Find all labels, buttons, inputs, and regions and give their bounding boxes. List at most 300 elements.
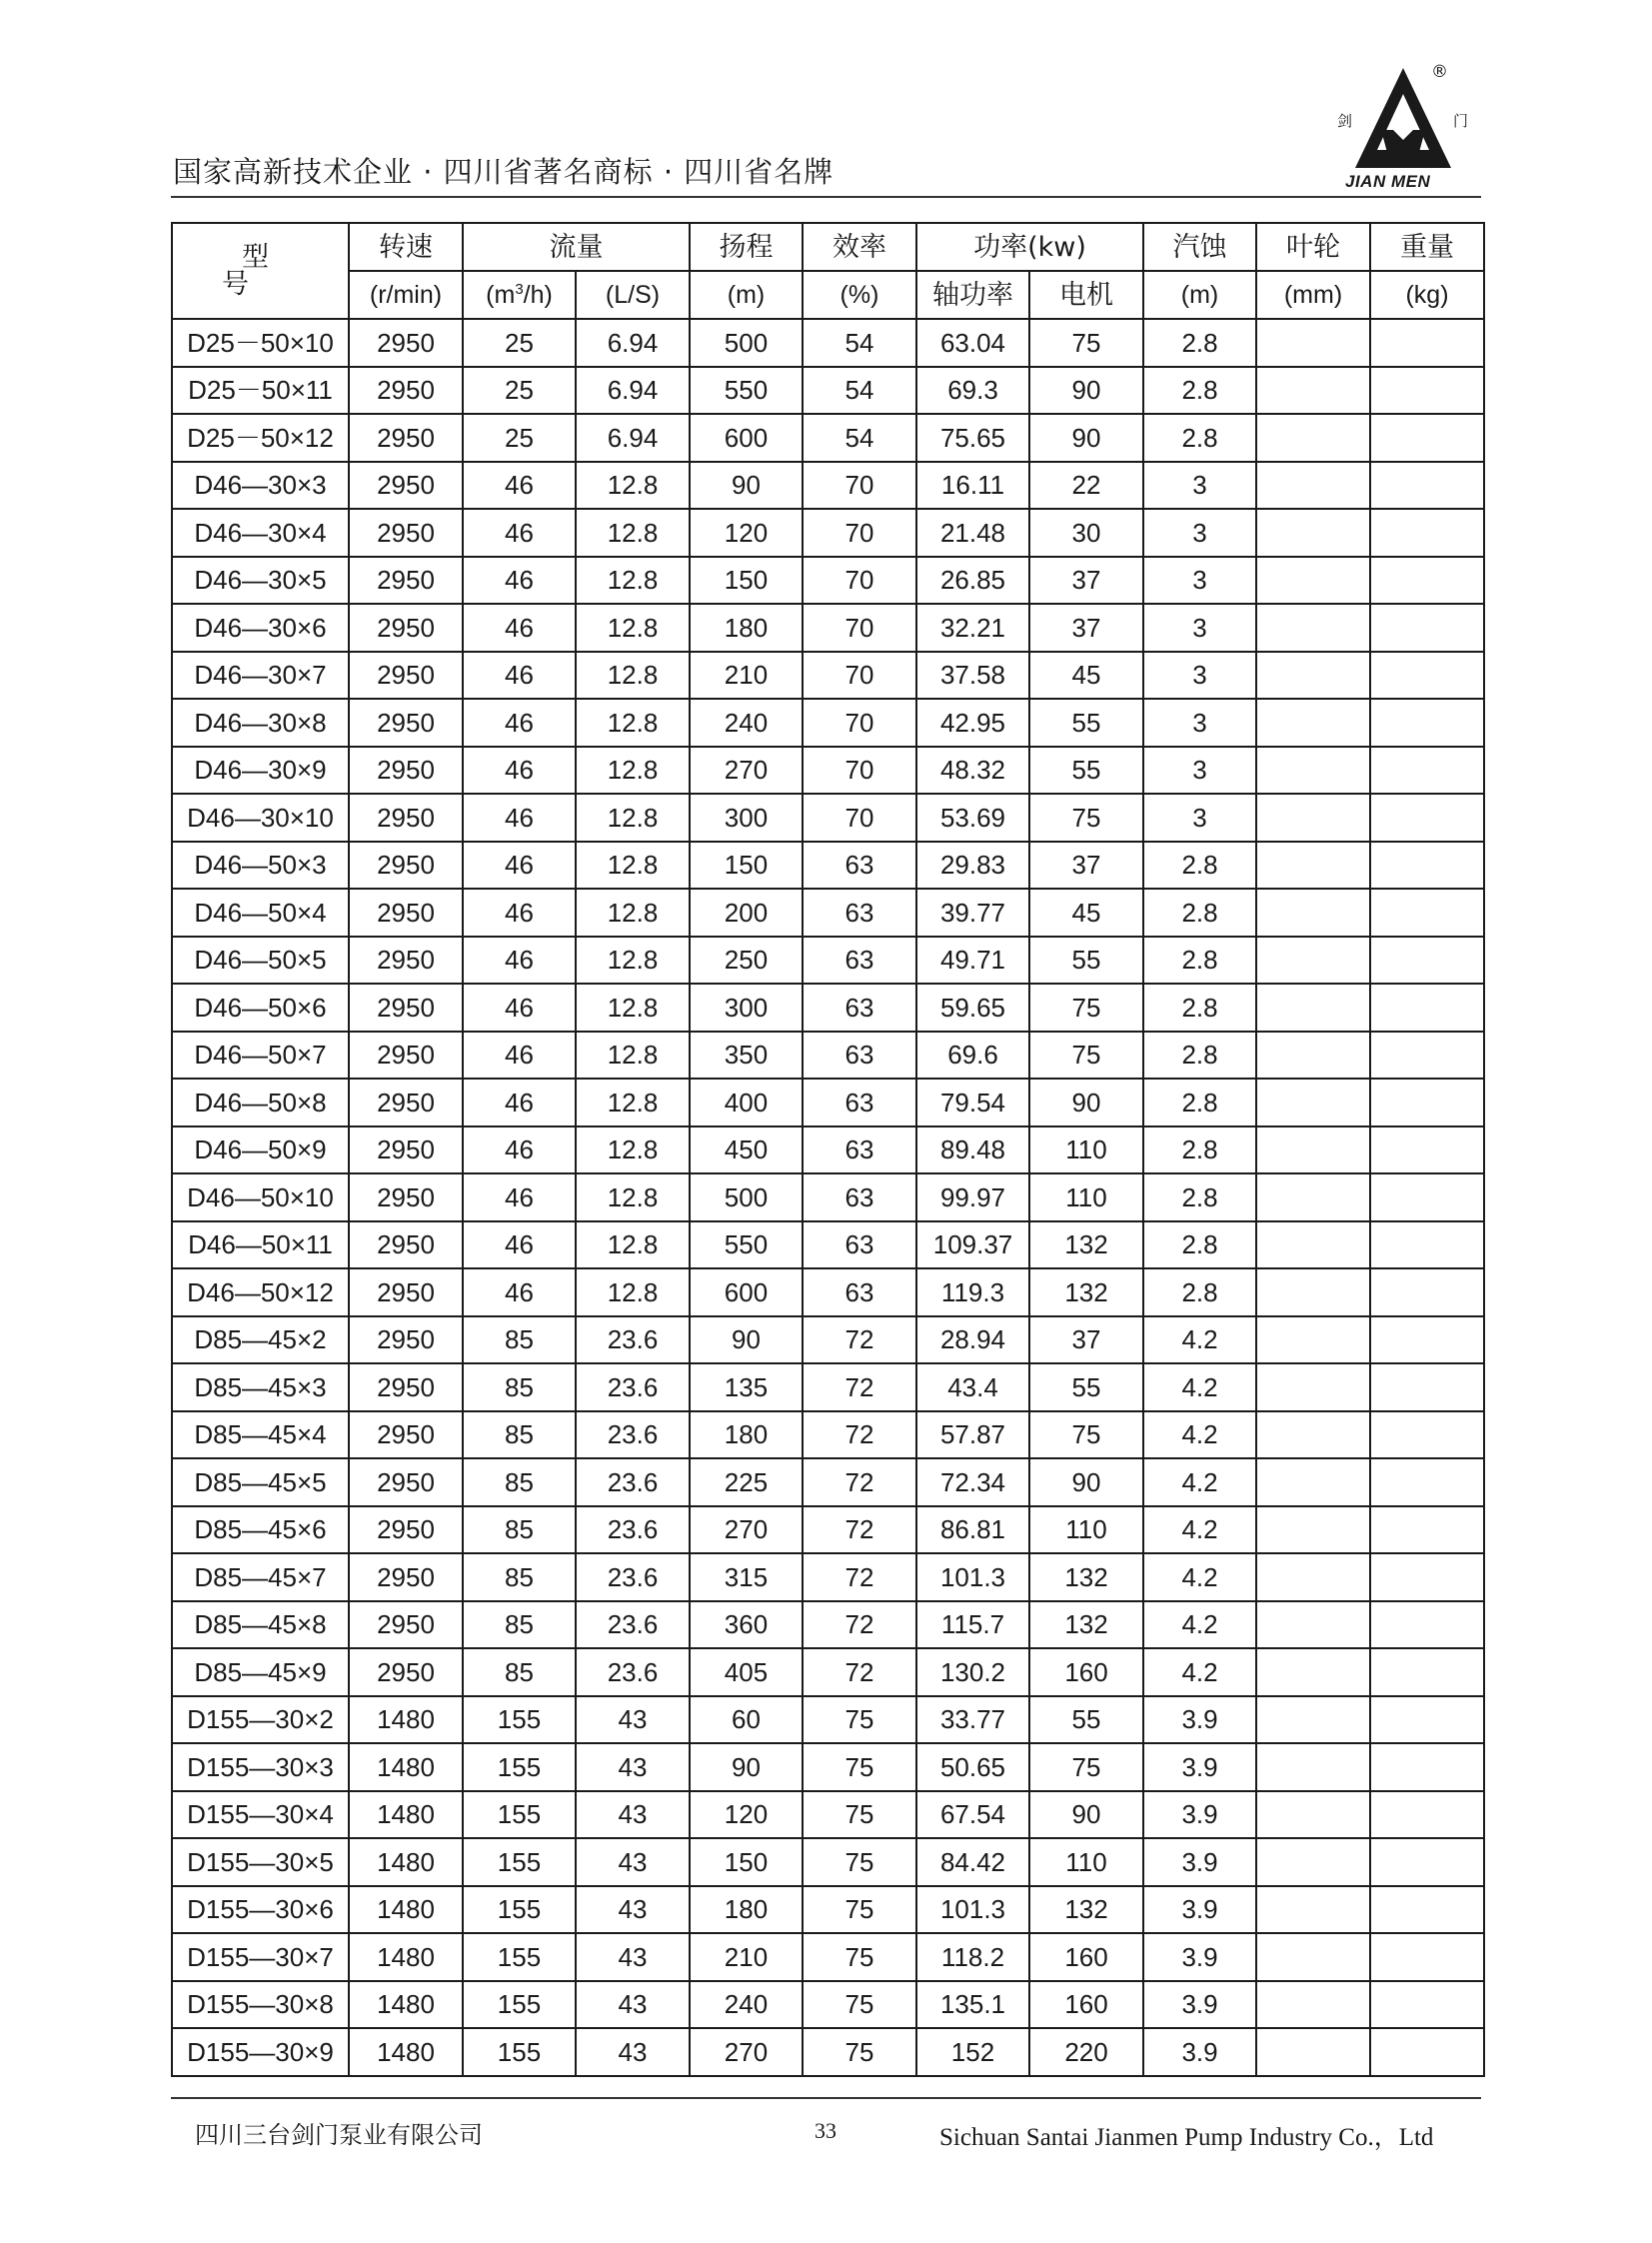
cell-weight (1370, 1933, 1484, 1981)
cell-speed: 2950 (349, 1079, 463, 1126)
cell-flow-m3h: 25 (463, 319, 576, 367)
cell-npsh: 2.8 (1143, 1268, 1256, 1316)
cell-npsh: 3 (1143, 747, 1256, 795)
cell-impeller (1256, 414, 1370, 462)
cell-head: 550 (690, 367, 803, 415)
cell-flow-ls: 12.8 (576, 794, 690, 842)
cell-flow-ls: 12.8 (576, 1268, 690, 1316)
cell-speed: 2950 (349, 1173, 463, 1221)
cell-efficiency: 72 (803, 1458, 916, 1506)
cell-npsh: 3.9 (1143, 1933, 1256, 1981)
cell-weight (1370, 604, 1484, 652)
cell-model: D25－50×11 (172, 367, 349, 415)
cell-speed: 2950 (349, 1363, 463, 1411)
unit-flow-ls: (L/S) (576, 271, 690, 319)
cell-weight (1370, 2028, 1484, 2076)
cell-motor: 55 (1029, 937, 1143, 985)
table-row (172, 1743, 1484, 1791)
table-body (172, 319, 1484, 2076)
cell-flow-m3h: 46 (463, 557, 576, 605)
cell-motor: 160 (1029, 1981, 1143, 2029)
cell-speed: 1480 (349, 1696, 463, 1744)
cell-npsh: 2.8 (1143, 1032, 1256, 1080)
cell-flow-ls: 12.8 (576, 1173, 690, 1221)
cell-npsh: 4.2 (1143, 1363, 1256, 1411)
cell-npsh: 3 (1143, 699, 1256, 747)
cell-shaft-power: 130.2 (916, 1648, 1029, 1696)
cell-npsh: 2.8 (1143, 889, 1256, 937)
table-row (172, 1316, 1484, 1364)
cell-impeller (1256, 1316, 1370, 1364)
table-row (172, 1126, 1484, 1174)
cell-npsh: 3 (1143, 462, 1256, 510)
cell-shaft-power: 152 (916, 2028, 1029, 2076)
cell-motor: 90 (1029, 414, 1143, 462)
cell-npsh: 3 (1143, 509, 1256, 557)
page-header-title: 国家高新技术企业 · 四川省著名商标 · 四川省名牌 (173, 155, 834, 189)
cell-efficiency: 63 (803, 889, 916, 937)
cell-flow-ls: 23.6 (576, 1458, 690, 1506)
cell-npsh: 4.2 (1143, 1648, 1256, 1696)
cell-speed: 2950 (349, 1506, 463, 1554)
cell-model: D155—30×5 (172, 1838, 349, 1886)
table-row (172, 1032, 1484, 1080)
cell-flow-ls: 12.8 (576, 1221, 690, 1269)
cell-head: 120 (690, 509, 803, 557)
cell-flow-ls: 12.8 (576, 842, 690, 890)
cell-weight (1370, 1458, 1484, 1506)
cell-shaft-power: 49.71 (916, 937, 1029, 985)
table-row (172, 1886, 1484, 1934)
cell-model: D85—45×2 (172, 1316, 349, 1364)
header-divider (171, 196, 1481, 198)
cell-npsh: 4.2 (1143, 1316, 1256, 1364)
cell-motor: 75 (1029, 319, 1143, 367)
cell-shaft-power: 39.77 (916, 889, 1029, 937)
cell-flow-ls: 12.8 (576, 462, 690, 510)
cell-head: 90 (690, 462, 803, 510)
cell-head: 240 (690, 699, 803, 747)
cell-flow-ls: 12.8 (576, 1032, 690, 1080)
cell-shaft-power: 48.32 (916, 747, 1029, 795)
table-row (172, 652, 1484, 700)
cell-speed: 2950 (349, 747, 463, 795)
header-row-units (172, 271, 1484, 319)
cell-weight (1370, 1981, 1484, 2029)
cell-impeller (1256, 1648, 1370, 1696)
cell-speed: 1480 (349, 2028, 463, 2076)
cell-motor: 132 (1029, 1601, 1143, 1649)
cell-npsh: 3.9 (1143, 1981, 1256, 2029)
cell-impeller (1256, 984, 1370, 1032)
cell-impeller (1256, 1696, 1370, 1744)
cell-flow-ls: 23.6 (576, 1506, 690, 1554)
cell-flow-ls: 12.8 (576, 509, 690, 557)
cell-flow-m3h: 46 (463, 604, 576, 652)
cell-flow-m3h: 155 (463, 1886, 576, 1934)
cell-motor: 132 (1029, 1553, 1143, 1601)
cell-speed: 2950 (349, 1601, 463, 1649)
unit-flow-m3h: $(m^3/h)$ (463, 271, 576, 319)
cell-weight (1370, 1696, 1484, 1744)
cell-shaft-power: 101.3 (916, 1886, 1029, 1934)
cell-head: 120 (690, 1791, 803, 1839)
cell-flow-ls: 6.94 (576, 319, 690, 367)
cell-weight (1370, 367, 1484, 415)
cell-flow-m3h: 85 (463, 1553, 576, 1601)
cell-speed: 2950 (349, 414, 463, 462)
cell-speed: 2950 (349, 462, 463, 510)
cell-motor: 75 (1029, 794, 1143, 842)
cell-shaft-power: 86.81 (916, 1506, 1029, 1554)
cell-weight (1370, 557, 1484, 605)
cell-head: 90 (690, 1743, 803, 1791)
cell-efficiency: 70 (803, 557, 916, 605)
cell-flow-ls: 12.8 (576, 747, 690, 795)
cell-weight (1370, 1743, 1484, 1791)
cell-speed: 2950 (349, 1411, 463, 1459)
cell-head: 60 (690, 1696, 803, 1744)
cell-speed: 1480 (349, 1838, 463, 1886)
cell-shaft-power: 59.65 (916, 984, 1029, 1032)
header-flow: 流量 (463, 223, 690, 271)
cell-flow-m3h: 46 (463, 984, 576, 1032)
cell-motor: 55 (1029, 1696, 1143, 1744)
cell-efficiency: 70 (803, 462, 916, 510)
cell-model: D155—30×2 (172, 1696, 349, 1744)
cell-impeller (1256, 1506, 1370, 1554)
cell-impeller (1256, 1743, 1370, 1791)
cell-efficiency: 63 (803, 1032, 916, 1080)
cell-impeller (1256, 367, 1370, 415)
header-speed: 转速 (349, 223, 463, 271)
cell-motor: 22 (1029, 462, 1143, 510)
cell-speed: 1480 (349, 1886, 463, 1934)
cell-efficiency: 63 (803, 937, 916, 985)
cell-flow-m3h: 46 (463, 794, 576, 842)
cell-flow-ls: 23.6 (576, 1601, 690, 1649)
cell-motor: 37 (1029, 557, 1143, 605)
cell-efficiency: 72 (803, 1506, 916, 1554)
table-row (172, 984, 1484, 1032)
cell-efficiency: 75 (803, 2028, 916, 2076)
cell-model: D85—45×5 (172, 1458, 349, 1506)
cell-model: D46—30×9 (172, 747, 349, 795)
cell-shaft-power: 57.87 (916, 1411, 1029, 1459)
cell-model: D46—50×10 (172, 1173, 349, 1221)
cell-speed: 1480 (349, 1791, 463, 1839)
cell-efficiency: 70 (803, 699, 916, 747)
cell-head: 550 (690, 1221, 803, 1269)
cell-shaft-power: 99.97 (916, 1173, 1029, 1221)
cell-impeller (1256, 1933, 1370, 1981)
unit-npsh: (m) (1143, 271, 1256, 319)
table-row (172, 1363, 1484, 1411)
cell-shaft-power: 101.3 (916, 1553, 1029, 1601)
cell-flow-ls: 12.8 (576, 984, 690, 1032)
cell-impeller (1256, 1221, 1370, 1269)
cell-shaft-power: 26.85 (916, 557, 1029, 605)
cell-speed: 2950 (349, 509, 463, 557)
cell-weight (1370, 984, 1484, 1032)
cell-weight (1370, 1791, 1484, 1839)
cell-flow-ls: 43 (576, 1743, 690, 1791)
cell-npsh: 4.2 (1143, 1411, 1256, 1459)
cell-efficiency: 54 (803, 319, 916, 367)
cell-head: 250 (690, 937, 803, 985)
cell-impeller (1256, 1553, 1370, 1601)
cell-impeller (1256, 937, 1370, 985)
cell-flow-m3h: 46 (463, 699, 576, 747)
cell-head: 400 (690, 1079, 803, 1126)
cell-motor: 110 (1029, 1838, 1143, 1886)
cell-head: 600 (690, 414, 803, 462)
table-row (172, 1648, 1484, 1696)
cell-speed: 2950 (349, 1221, 463, 1269)
cell-efficiency: 72 (803, 1553, 916, 1601)
cell-shaft-power: 69.6 (916, 1032, 1029, 1080)
cell-impeller (1256, 1173, 1370, 1221)
cell-flow-ls: 43 (576, 1791, 690, 1839)
table-row (172, 1506, 1484, 1554)
cell-impeller (1256, 842, 1370, 890)
cell-npsh: 3.9 (1143, 1791, 1256, 1839)
cell-npsh: 2.8 (1143, 937, 1256, 985)
header-weight: 重量 (1370, 223, 1484, 271)
logo-char-men: 门 (1453, 112, 1469, 130)
cell-flow-m3h: 155 (463, 2028, 576, 2076)
cell-shaft-power: 33.77 (916, 1696, 1029, 1744)
cell-flow-ls: 12.8 (576, 604, 690, 652)
cell-model: D46—30×8 (172, 699, 349, 747)
cell-flow-m3h: 85 (463, 1648, 576, 1696)
cell-npsh: 3.9 (1143, 1838, 1256, 1886)
cell-model: D46—50×3 (172, 842, 349, 890)
cell-flow-m3h: 85 (463, 1506, 576, 1554)
table-row (172, 1791, 1484, 1839)
cell-flow-ls: 23.6 (576, 1648, 690, 1696)
cell-impeller (1256, 462, 1370, 510)
cell-speed: 1480 (349, 1981, 463, 2029)
cell-flow-ls: 23.6 (576, 1316, 690, 1364)
cell-weight (1370, 1032, 1484, 1080)
cell-weight (1370, 509, 1484, 557)
cell-npsh: 4.2 (1143, 1458, 1256, 1506)
cell-model: D155—30×7 (172, 1933, 349, 1981)
table-row (172, 889, 1484, 937)
cell-motor: 75 (1029, 1743, 1143, 1791)
cell-npsh: 3 (1143, 604, 1256, 652)
cell-flow-m3h: 46 (463, 1032, 576, 1080)
cell-flow-ls: 12.8 (576, 557, 690, 605)
cell-head: 135 (690, 1363, 803, 1411)
header-efficiency: 效率 (803, 223, 916, 271)
cell-npsh: 2.8 (1143, 367, 1256, 415)
cell-model: D155—30×4 (172, 1791, 349, 1839)
table-row (172, 1458, 1484, 1506)
cell-head: 360 (690, 1601, 803, 1649)
cell-model: D46—30×10 (172, 794, 349, 842)
unit-motor: 电机 (1029, 271, 1143, 319)
cell-impeller (1256, 2028, 1370, 2076)
cell-weight (1370, 1268, 1484, 1316)
cell-weight (1370, 889, 1484, 937)
cell-speed: 2950 (349, 1553, 463, 1601)
cell-motor: 220 (1029, 2028, 1143, 2076)
cell-efficiency: 54 (803, 367, 916, 415)
cell-head: 90 (690, 1316, 803, 1364)
cell-impeller (1256, 1458, 1370, 1506)
table-row (172, 509, 1484, 557)
cell-flow-m3h: 46 (463, 937, 576, 985)
cell-head: 225 (690, 1458, 803, 1506)
cell-shaft-power: 67.54 (916, 1791, 1029, 1839)
cell-motor: 90 (1029, 367, 1143, 415)
cell-model: D85—45×9 (172, 1648, 349, 1696)
cell-weight (1370, 1553, 1484, 1601)
cell-speed: 2950 (349, 1268, 463, 1316)
registered-mark: ® (1431, 62, 1448, 82)
cell-flow-ls: 43 (576, 2028, 690, 2076)
cell-impeller (1256, 1126, 1370, 1174)
cell-head: 210 (690, 652, 803, 700)
cell-shaft-power: 16.11 (916, 462, 1029, 510)
cell-flow-m3h: 25 (463, 367, 576, 415)
cell-model: D46—50×6 (172, 984, 349, 1032)
cell-model: D25－50×12 (172, 414, 349, 462)
table-row (172, 747, 1484, 795)
cell-efficiency: 72 (803, 1648, 916, 1696)
cell-flow-m3h: 155 (463, 1791, 576, 1839)
cell-npsh: 2.8 (1143, 1173, 1256, 1221)
cell-weight (1370, 699, 1484, 747)
cell-flow-m3h: 46 (463, 1126, 576, 1174)
table-row (172, 937, 1484, 985)
cell-flow-ls: 43 (576, 1696, 690, 1744)
cell-shaft-power: 32.21 (916, 604, 1029, 652)
cell-flow-m3h: 46 (463, 889, 576, 937)
table-row (172, 557, 1484, 605)
cell-flow-m3h: 46 (463, 842, 576, 890)
cell-head: 405 (690, 1648, 803, 1696)
cell-model: D46—50×11 (172, 1221, 349, 1269)
cell-model: D46—30×3 (172, 462, 349, 510)
cell-flow-ls: 43 (576, 1886, 690, 1934)
cell-flow-m3h: 46 (463, 509, 576, 557)
cell-efficiency: 63 (803, 1221, 916, 1269)
logo-char-jian: 剑 (1337, 112, 1353, 130)
cell-impeller (1256, 557, 1370, 605)
cell-model: D46—50×8 (172, 1079, 349, 1126)
cell-motor: 110 (1029, 1126, 1143, 1174)
header-impeller: 叶轮 (1256, 223, 1370, 271)
cell-efficiency: 75 (803, 1791, 916, 1839)
table-row (172, 1173, 1484, 1221)
table-row (172, 1933, 1484, 1981)
cell-speed: 2950 (349, 842, 463, 890)
cell-speed: 2950 (349, 557, 463, 605)
table-row (172, 1553, 1484, 1601)
cell-model: D46—50×7 (172, 1032, 349, 1080)
cell-weight (1370, 1411, 1484, 1459)
table-row (172, 1268, 1484, 1316)
unit-head: (m) (690, 271, 803, 319)
cell-npsh: 2.8 (1143, 842, 1256, 890)
cell-shaft-power: 79.54 (916, 1079, 1029, 1126)
cell-head: 210 (690, 1933, 803, 1981)
cell-model: D46—50×9 (172, 1126, 349, 1174)
cell-npsh: 3 (1143, 557, 1256, 605)
cell-motor: 132 (1029, 1886, 1143, 1934)
cell-impeller (1256, 1601, 1370, 1649)
cell-impeller (1256, 1838, 1370, 1886)
cell-speed: 2950 (349, 1126, 463, 1174)
cell-head: 150 (690, 1838, 803, 1886)
cell-weight (1370, 842, 1484, 890)
cell-weight (1370, 747, 1484, 795)
page-number: 33 (815, 2118, 836, 2143)
cell-weight (1370, 1316, 1484, 1364)
table-row (172, 367, 1484, 415)
cell-motor: 75 (1029, 1411, 1143, 1459)
cell-shaft-power: 118.2 (916, 1933, 1029, 1981)
cell-head: 600 (690, 1268, 803, 1316)
cell-efficiency: 63 (803, 1079, 916, 1126)
footer-divider (171, 2097, 1481, 2099)
cell-flow-m3h: 46 (463, 747, 576, 795)
cell-head: 180 (690, 1411, 803, 1459)
cell-model: D85—45×3 (172, 1363, 349, 1411)
cell-efficiency: 63 (803, 842, 916, 890)
cell-shaft-power: 21.48 (916, 509, 1029, 557)
cell-motor: 132 (1029, 1221, 1143, 1269)
cell-motor: 37 (1029, 604, 1143, 652)
cell-flow-m3h: 85 (463, 1601, 576, 1649)
table-row (172, 604, 1484, 652)
cell-impeller (1256, 889, 1370, 937)
footer-company-cn: 四川三台剑门泵业有限公司 (195, 2121, 483, 2149)
cell-impeller (1256, 319, 1370, 367)
cell-npsh: 3.9 (1143, 2028, 1256, 2076)
footer-company-en: Sichuan Santai Jianmen Pump Industry Co.，Ltd (939, 2124, 1434, 2151)
cell-motor: 90 (1029, 1458, 1143, 1506)
cell-flow-m3h: 85 (463, 1363, 576, 1411)
cell-efficiency: 75 (803, 1696, 916, 1744)
cell-speed: 2950 (349, 794, 463, 842)
cell-flow-ls: 23.6 (576, 1363, 690, 1411)
cell-shaft-power: 72.34 (916, 1458, 1029, 1506)
cell-impeller (1256, 794, 1370, 842)
cell-npsh: 4.2 (1143, 1553, 1256, 1601)
cell-efficiency: 63 (803, 1126, 916, 1174)
cell-flow-m3h: 46 (463, 1079, 576, 1126)
cell-efficiency: 70 (803, 747, 916, 795)
unit-speed: (r/min) (349, 271, 463, 319)
cell-shaft-power: 89.48 (916, 1126, 1029, 1174)
cell-weight (1370, 319, 1484, 367)
table-row (172, 1411, 1484, 1459)
cell-impeller (1256, 1079, 1370, 1126)
cell-flow-m3h: 85 (463, 1458, 576, 1506)
cell-efficiency: 72 (803, 1601, 916, 1649)
cell-head: 500 (690, 319, 803, 367)
table-row (172, 1696, 1484, 1744)
cell-npsh: 4.2 (1143, 1506, 1256, 1554)
cell-shaft-power: 37.58 (916, 652, 1029, 700)
cell-model: D155—30×9 (172, 2028, 349, 2076)
cell-npsh: 2.8 (1143, 1126, 1256, 1174)
cell-efficiency: 70 (803, 604, 916, 652)
